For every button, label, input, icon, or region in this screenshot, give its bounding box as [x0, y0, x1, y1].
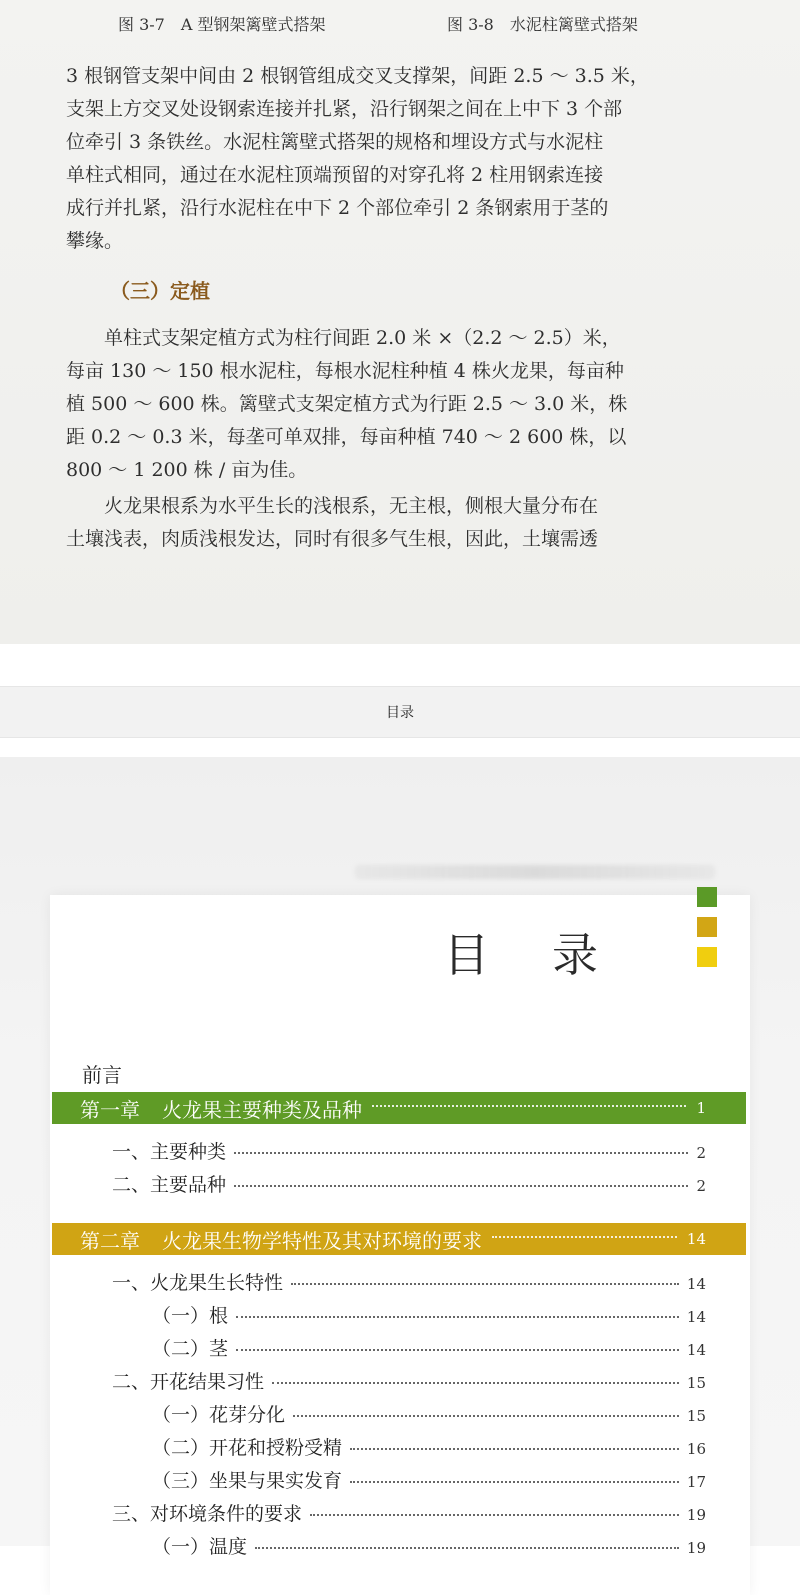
section-heading-planting: （三）定植	[110, 279, 210, 303]
paragraph-trellis	[66, 60, 716, 258]
entry-text: （二）开花和授粉受精	[152, 1437, 343, 1459]
chapter-label: 第二章	[80, 1228, 140, 1253]
toc-entry[interactable]	[112, 1268, 706, 1295]
page-number: 17	[686, 1473, 706, 1491]
text-line: 单柱式支架定植方式为柱行间距 2.0 米 ×（2.2 ～ 2.5）米，	[66, 327, 621, 349]
decorative-squares	[697, 887, 719, 977]
toc-chapter-1[interactable]	[52, 1092, 746, 1124]
text-line: 土壤浅表，肉质浅根发达，同时有很多气生根，因此，土壤需透	[66, 528, 599, 550]
text-line: 单柱式相同，通过在水泥柱顶端预留的对穿孔将 2 柱用钢索连接	[66, 164, 604, 186]
leader-dots	[236, 1316, 679, 1318]
figure-captions	[0, 12, 800, 34]
toc-entry[interactable]	[152, 1301, 706, 1328]
figure-caption-3-7: 图 3-7 A 型钢架篱壁式搭架	[118, 15, 326, 34]
text-line: 植 500 ～ 600 株。篱壁式支架定植方式为行距 2.5 ～ 3.0 米，株	[66, 393, 628, 415]
leader-dots	[234, 1152, 688, 1154]
page-number: 14	[686, 1230, 706, 1248]
chapter-title: 火龙果主要种类及品种	[162, 1097, 362, 1122]
page-number: 14	[686, 1341, 706, 1359]
page-number: 2	[696, 1177, 706, 1195]
page-number: 16	[686, 1440, 706, 1458]
toc-entry-preface[interactable]: 前言	[82, 1063, 122, 1087]
text-line: 支架上方交叉处设钢索连接并扎紧，沿行钢架之间在上中下 3 个部	[66, 98, 623, 120]
entry-text: 一、火龙果生长特性	[112, 1272, 284, 1294]
text-line: 距 0.2 ～ 0.3 米，每垄可单双排，每亩种植 740 ～ 2 600 株，以	[66, 426, 627, 448]
leader-dots	[236, 1349, 679, 1351]
toc-entry[interactable]	[152, 1466, 706, 1493]
toc-title: 目 录	[443, 928, 622, 982]
leader-dots	[291, 1283, 679, 1285]
bleed-through-shadow	[355, 865, 715, 879]
page-number: 15	[686, 1407, 706, 1425]
toc-sheet	[50, 895, 750, 1595]
toc-page-photo	[0, 757, 800, 1558]
toc-entry[interactable]	[152, 1433, 706, 1460]
text-line: 成行并扎紧，沿行水泥柱在中下 2 个部位牵引 2 条钢索用于茎的	[66, 197, 609, 219]
entry-text: 三、对环境条件的要求	[112, 1503, 303, 1525]
text-line: 位牵引 3 条铁丝。水泥柱篱壁式搭架的规格和埋设方式与水泥柱	[66, 131, 604, 153]
leader-dots	[350, 1481, 679, 1483]
entry-text: （二）茎	[152, 1338, 229, 1360]
chapter-title: 火龙果生物学特性及其对环境的要求	[162, 1228, 482, 1253]
leader-dots	[272, 1382, 679, 1384]
leader-dots	[372, 1105, 686, 1107]
green-square-icon	[697, 887, 717, 907]
entry-text: （一）温度	[152, 1536, 248, 1558]
toc-entry[interactable]	[152, 1334, 706, 1361]
page-number: 1	[696, 1099, 706, 1117]
page-number: 14	[686, 1275, 706, 1293]
page-number: 15	[686, 1374, 706, 1392]
text-line: 火龙果根系为水平生长的浅根系，无主根，侧根大量分布在	[66, 495, 599, 517]
leader-dots	[293, 1415, 679, 1417]
toc-entry[interactable]	[152, 1400, 706, 1427]
text-line: 每亩 130 ～ 150 根水泥柱，每根水泥柱种植 4 株火龙果，每亩种	[66, 360, 624, 382]
entry-text: （三）坐果与果实发育	[152, 1470, 343, 1492]
book-page-excerpt	[0, 0, 800, 644]
entry-text: 一、主要种类	[112, 1141, 227, 1163]
toc-entry[interactable]	[112, 1367, 706, 1394]
leader-dots	[255, 1547, 679, 1549]
toc-entry[interactable]	[152, 1532, 706, 1559]
entry-text: （一）根	[152, 1305, 229, 1327]
text-line: 3 根钢管支架中间由 2 根钢管组成交叉支撑架，间距 2.5 ～ 3.5 米，	[66, 65, 649, 87]
toc-entry[interactable]	[112, 1170, 706, 1197]
entry-text: 二、主要品种	[112, 1174, 227, 1196]
figure-caption-3-8: 图 3-8 水泥柱篱壁式搭架	[447, 15, 638, 34]
entry-text: （一）花芽分化	[152, 1404, 286, 1426]
toc-entry[interactable]	[112, 1137, 706, 1164]
section-separator-toc: 目录	[0, 686, 800, 738]
orange-square-icon	[697, 917, 717, 937]
toc-chapter-2[interactable]	[52, 1223, 746, 1255]
leader-dots	[310, 1514, 679, 1516]
leader-dots	[492, 1236, 677, 1238]
entry-text: 二、开花结果习性	[112, 1371, 265, 1393]
page-number: 19	[686, 1539, 706, 1557]
page-number: 2	[696, 1144, 706, 1162]
leader-dots	[234, 1185, 688, 1187]
page-number: 19	[686, 1506, 706, 1524]
yellow-square-icon	[697, 947, 717, 967]
page-number: 14	[686, 1308, 706, 1326]
text-line: 800 ～ 1 200 株 / 亩为佳。	[66, 459, 308, 481]
leader-dots	[350, 1448, 679, 1450]
chapter-label: 第一章	[80, 1097, 140, 1122]
paragraph-roots	[66, 490, 716, 556]
paragraph-planting	[66, 322, 716, 487]
text-line: 攀缘。	[66, 230, 124, 252]
toc-entry[interactable]	[112, 1499, 706, 1526]
